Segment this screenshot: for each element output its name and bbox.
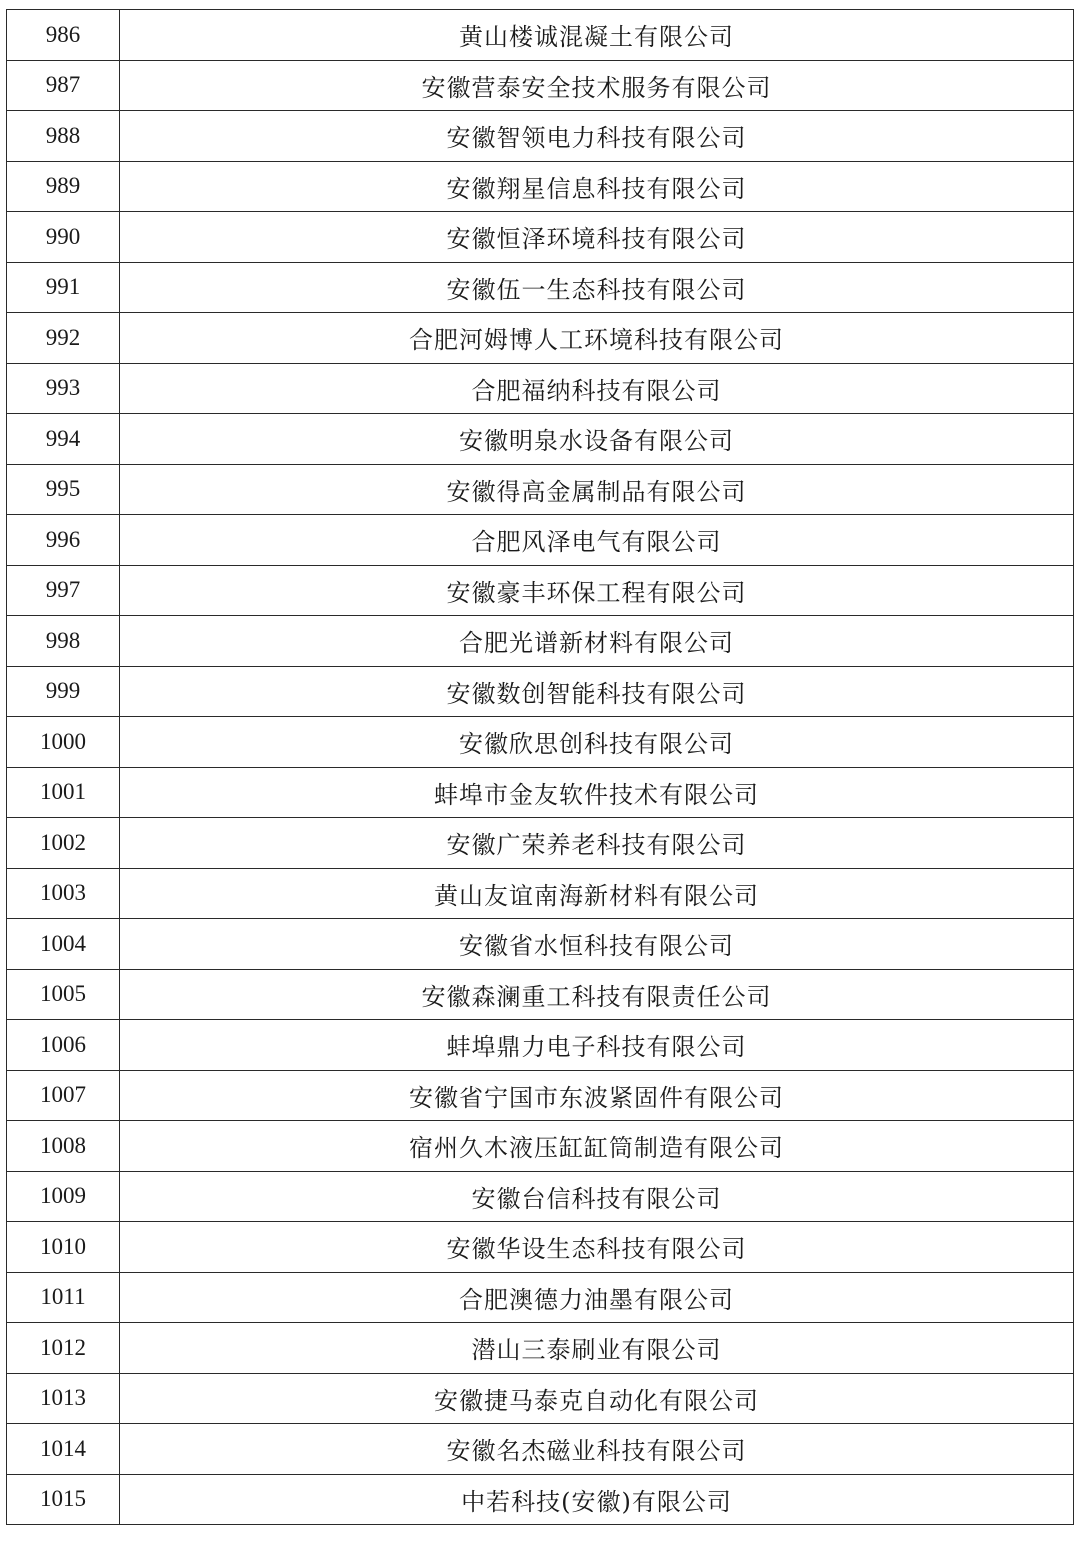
row-number-cell: 1015 <box>7 1474 120 1525</box>
company-name-cell: 合肥光谱新材料有限公司 <box>120 616 1074 667</box>
company-name-cell: 安徽华设生态科技有限公司 <box>120 1222 1074 1273</box>
company-name-cell: 黄山楼诚混凝土有限公司 <box>120 10 1074 61</box>
table-row <box>7 717 1074 768</box>
table-row <box>7 111 1074 162</box>
row-number-cell: 1002 <box>7 818 120 869</box>
row-number-cell: 987 <box>7 60 120 111</box>
table-row <box>7 10 1074 61</box>
company-name-cell: 安徽欣思创科技有限公司 <box>120 717 1074 768</box>
row-number-cell: 1004 <box>7 919 120 970</box>
table-row <box>7 313 1074 364</box>
row-number-cell: 1009 <box>7 1171 120 1222</box>
table-row <box>7 212 1074 263</box>
row-number-cell: 989 <box>7 161 120 212</box>
company-name-cell: 宿州久木液压缸缸筒制造有限公司 <box>120 1121 1074 1172</box>
company-name-cell: 安徽伍一生态科技有限公司 <box>120 262 1074 313</box>
row-number-cell: 993 <box>7 363 120 414</box>
row-number-cell: 988 <box>7 111 120 162</box>
row-number-cell: 1012 <box>7 1323 120 1374</box>
row-number-cell: 995 <box>7 464 120 515</box>
row-number-cell: 1000 <box>7 717 120 768</box>
row-number-cell: 986 <box>7 10 120 61</box>
company-name-cell: 安徽明泉水设备有限公司 <box>120 414 1074 465</box>
table-row <box>7 515 1074 566</box>
table-row <box>7 1171 1074 1222</box>
company-name-cell: 安徽名杰磁业科技有限公司 <box>120 1424 1074 1475</box>
company-name-cell: 安徽台信科技有限公司 <box>120 1171 1074 1222</box>
company-name-cell: 安徽恒泽环境科技有限公司 <box>120 212 1074 263</box>
company-name-cell: 合肥风泽电气有限公司 <box>120 515 1074 566</box>
company-name-cell: 安徽翔星信息科技有限公司 <box>120 161 1074 212</box>
table-row <box>7 1424 1074 1475</box>
row-number-cell: 994 <box>7 414 120 465</box>
company-name-cell: 蚌埠鼎力电子科技有限公司 <box>120 1020 1074 1071</box>
company-name-cell: 中若科技(安徽)有限公司 <box>120 1474 1074 1525</box>
row-number-cell: 992 <box>7 313 120 364</box>
table-row <box>7 414 1074 465</box>
table-row <box>7 363 1074 414</box>
table-row <box>7 1020 1074 1071</box>
row-number-cell: 1013 <box>7 1373 120 1424</box>
row-number-cell: 1010 <box>7 1222 120 1273</box>
company-list-table <box>6 9 1074 1525</box>
row-number-cell: 997 <box>7 565 120 616</box>
table-row <box>7 1272 1074 1323</box>
table-row <box>7 1474 1074 1525</box>
row-number-cell: 999 <box>7 666 120 717</box>
row-number-cell: 1014 <box>7 1424 120 1475</box>
company-name-cell: 合肥福纳科技有限公司 <box>120 363 1074 414</box>
company-name-cell: 安徽省宁国市东波紧固件有限公司 <box>120 1070 1074 1121</box>
table-row <box>7 919 1074 970</box>
table-body <box>7 10 1074 1525</box>
table-row <box>7 1323 1074 1374</box>
row-number-cell: 990 <box>7 212 120 263</box>
table-row <box>7 1222 1074 1273</box>
row-number-cell: 1007 <box>7 1070 120 1121</box>
row-number-cell: 1008 <box>7 1121 120 1172</box>
company-name-cell: 安徽得高金属制品有限公司 <box>120 464 1074 515</box>
table-row <box>7 666 1074 717</box>
table-row <box>7 868 1074 919</box>
row-number-cell: 1005 <box>7 969 120 1020</box>
row-number-cell: 1006 <box>7 1020 120 1071</box>
company-name-cell: 安徽数创智能科技有限公司 <box>120 666 1074 717</box>
company-name-cell: 安徽省水恒科技有限公司 <box>120 919 1074 970</box>
row-number-cell: 1003 <box>7 868 120 919</box>
table-row <box>7 464 1074 515</box>
row-number-cell: 998 <box>7 616 120 667</box>
table-row <box>7 161 1074 212</box>
table-row <box>7 818 1074 869</box>
company-name-cell: 安徽捷马泰克自动化有限公司 <box>120 1373 1074 1424</box>
table-row <box>7 1121 1074 1172</box>
table-row <box>7 565 1074 616</box>
company-name-cell: 黄山友谊南海新材料有限公司 <box>120 868 1074 919</box>
table-row <box>7 969 1074 1020</box>
company-name-cell: 安徽营泰安全技术服务有限公司 <box>120 60 1074 111</box>
row-number-cell: 1001 <box>7 767 120 818</box>
row-number-cell: 1011 <box>7 1272 120 1323</box>
table-row <box>7 1373 1074 1424</box>
company-name-cell: 合肥澳德力油墨有限公司 <box>120 1272 1074 1323</box>
table-row <box>7 262 1074 313</box>
company-name-cell: 合肥河姆博人工环境科技有限公司 <box>120 313 1074 364</box>
company-name-cell: 安徽豪丰环保工程有限公司 <box>120 565 1074 616</box>
table-row <box>7 616 1074 667</box>
table-row <box>7 767 1074 818</box>
row-number-cell: 991 <box>7 262 120 313</box>
row-number-cell: 996 <box>7 515 120 566</box>
company-name-cell: 蚌埠市金友软件技术有限公司 <box>120 767 1074 818</box>
company-name-cell: 安徽森澜重工科技有限责任公司 <box>120 969 1074 1020</box>
company-name-cell: 安徽智领电力科技有限公司 <box>120 111 1074 162</box>
company-name-cell: 潜山三泰刷业有限公司 <box>120 1323 1074 1374</box>
table-row <box>7 60 1074 111</box>
company-list-table-container <box>6 9 1074 1525</box>
table-row <box>7 1070 1074 1121</box>
company-name-cell: 安徽广荣养老科技有限公司 <box>120 818 1074 869</box>
